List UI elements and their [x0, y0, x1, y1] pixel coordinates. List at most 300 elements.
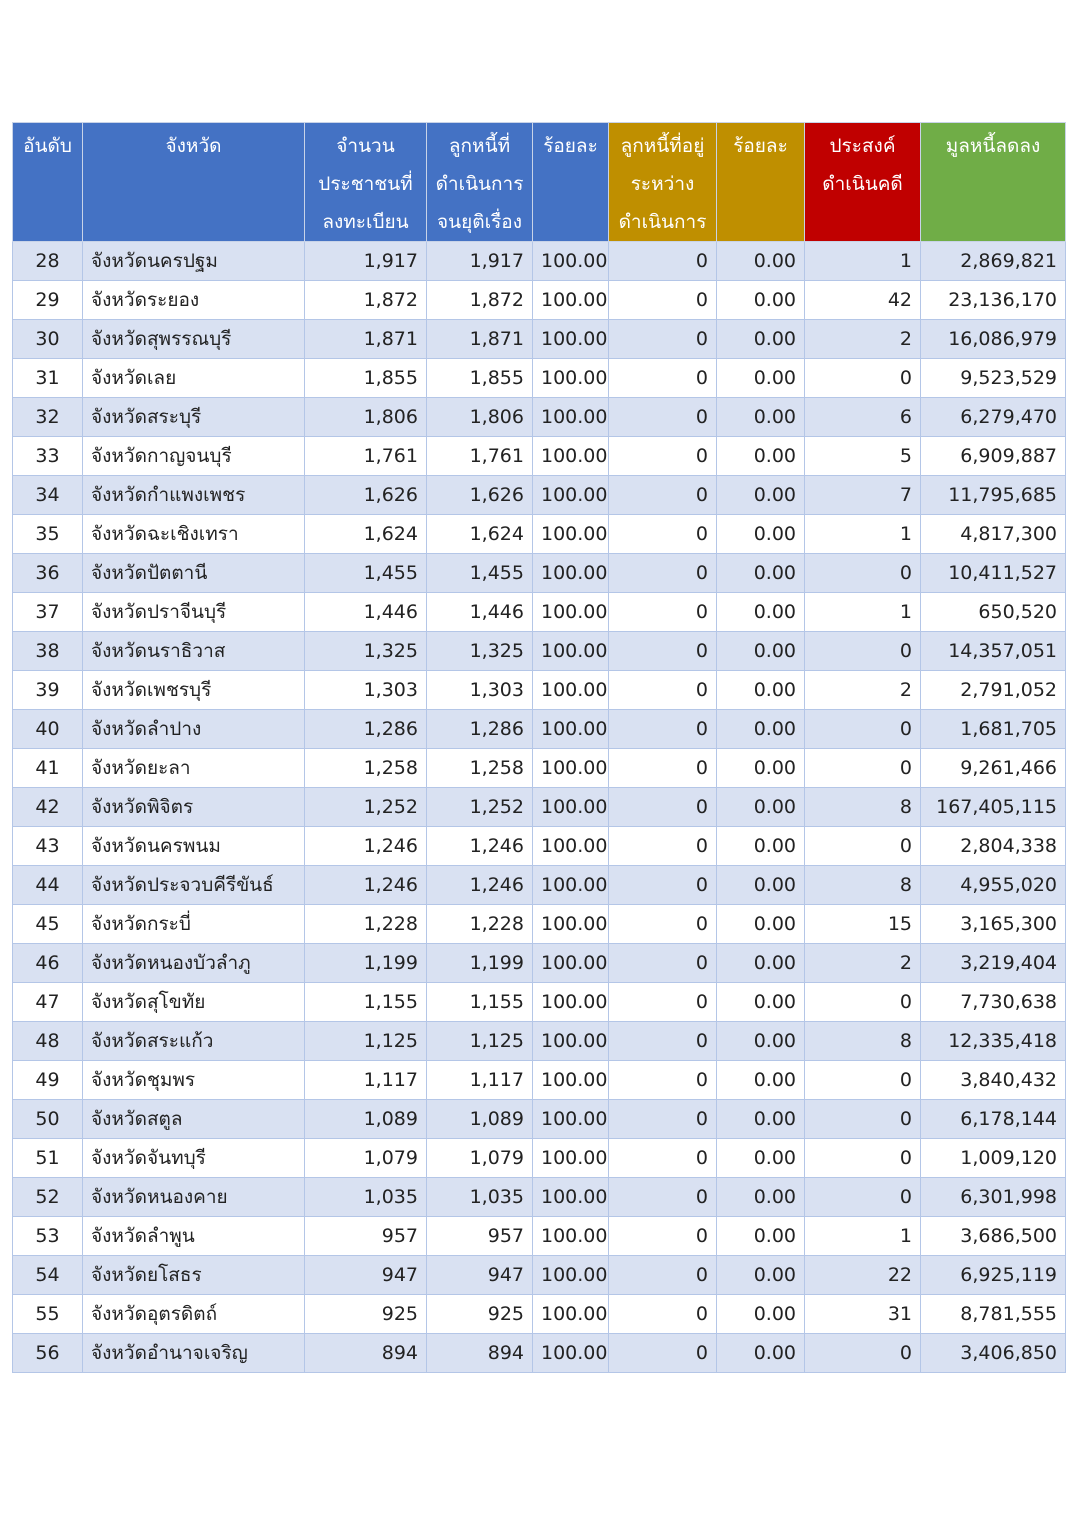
- cell-lawsuit: 1: [805, 515, 921, 554]
- cell-debt-reduced: 3,165,300: [921, 905, 1066, 944]
- cell-registered: 947: [305, 1256, 427, 1295]
- cell-resolved: 947: [427, 1256, 533, 1295]
- cell-resolved: 1,303: [427, 671, 533, 710]
- cell-pending-percent: 0.00: [717, 1100, 805, 1139]
- cell-registered: 1,035: [305, 1178, 427, 1217]
- header-line: ดำเนินคดี: [822, 173, 903, 195]
- cell-registered: 957: [305, 1217, 427, 1256]
- cell-rank: 35: [13, 515, 83, 554]
- cell-resolved: 1,872: [427, 281, 533, 320]
- header-line: จนยุติเรื่อง: [437, 211, 522, 233]
- cell-rank: 29: [13, 281, 83, 320]
- cell-lawsuit: 0: [805, 1061, 921, 1100]
- cell-pending-percent: 0.00: [717, 593, 805, 632]
- cell-province: จังหวัดระยอง: [83, 281, 305, 320]
- cell-resolved: 1,246: [427, 866, 533, 905]
- cell-province: จังหวัดสุโขทัย: [83, 983, 305, 1022]
- cell-resolved: 925: [427, 1295, 533, 1334]
- cell-resolved: 1,258: [427, 749, 533, 788]
- header-line: ร้อยละ: [543, 135, 598, 157]
- cell-debt-reduced: 2,791,052: [921, 671, 1066, 710]
- header-pending: [609, 123, 717, 242]
- cell-pending-percent: 0.00: [717, 437, 805, 476]
- cell-pending: 0: [609, 827, 717, 866]
- cell-registered: 1,455: [305, 554, 427, 593]
- header-line: ร้อยละ: [733, 135, 788, 157]
- cell-pending-percent: 0.00: [717, 1139, 805, 1178]
- cell-resolved: 1,871: [427, 320, 533, 359]
- cell-resolved: 1,855: [427, 359, 533, 398]
- cell-lawsuit: 2: [805, 320, 921, 359]
- cell-pending-percent: 0.00: [717, 1217, 805, 1256]
- cell-resolved: 894: [427, 1334, 533, 1373]
- cell-pending-percent: 0.00: [717, 866, 805, 905]
- cell-lawsuit: 15: [805, 905, 921, 944]
- cell-percent: 100.00: [533, 827, 609, 866]
- cell-registered: 1,089: [305, 1100, 427, 1139]
- cell-registered: 1,246: [305, 866, 427, 905]
- cell-debt-reduced: 12,335,418: [921, 1022, 1066, 1061]
- cell-debt-reduced: 6,925,119: [921, 1256, 1066, 1295]
- cell-rank: 36: [13, 554, 83, 593]
- cell-percent: 100.00: [533, 905, 609, 944]
- cell-province: จังหวัดชุมพร: [83, 1061, 305, 1100]
- cell-debt-reduced: 3,840,432: [921, 1061, 1066, 1100]
- cell-rank: 37: [13, 593, 83, 632]
- cell-pending: 0: [609, 983, 717, 1022]
- cell-registered: 925: [305, 1295, 427, 1334]
- cell-rank: 42: [13, 788, 83, 827]
- cell-rank: 32: [13, 398, 83, 437]
- cell-pending: 0: [609, 398, 717, 437]
- header-line: มูลหนี้ลดลง: [945, 135, 1041, 157]
- cell-resolved: 1,089: [427, 1100, 533, 1139]
- cell-lawsuit: 6: [805, 398, 921, 437]
- cell-pending: 0: [609, 242, 717, 281]
- cell-debt-reduced: 10,411,527: [921, 554, 1066, 593]
- cell-percent: 100.00: [533, 1334, 609, 1373]
- table-row: [13, 827, 1066, 866]
- cell-pending-percent: 0.00: [717, 1022, 805, 1061]
- cell-resolved: 1,035: [427, 1178, 533, 1217]
- table-row: [13, 359, 1066, 398]
- cell-resolved: 1,455: [427, 554, 533, 593]
- cell-registered: 1,286: [305, 710, 427, 749]
- table-row: [13, 788, 1066, 827]
- header-line: ดำเนินการ: [618, 211, 707, 233]
- cell-rank: 28: [13, 242, 83, 281]
- cell-debt-reduced: 6,909,887: [921, 437, 1066, 476]
- cell-lawsuit: 8: [805, 1022, 921, 1061]
- cell-debt-reduced: 4,817,300: [921, 515, 1066, 554]
- cell-pending: 0: [609, 554, 717, 593]
- cell-registered: 1,626: [305, 476, 427, 515]
- table-row: [13, 1295, 1066, 1334]
- cell-resolved: 1,117: [427, 1061, 533, 1100]
- cell-percent: 100.00: [533, 1217, 609, 1256]
- header-debt-reduced: [921, 123, 1066, 242]
- cell-province: จังหวัดนราธิวาส: [83, 632, 305, 671]
- cell-rank: 34: [13, 476, 83, 515]
- cell-province: จังหวัดนครปฐม: [83, 242, 305, 281]
- cell-rank: 40: [13, 710, 83, 749]
- cell-lawsuit: 42: [805, 281, 921, 320]
- cell-rank: 52: [13, 1178, 83, 1217]
- table-row: [13, 1061, 1066, 1100]
- cell-lawsuit: 7: [805, 476, 921, 515]
- cell-resolved: 1,125: [427, 1022, 533, 1061]
- cell-lawsuit: 2: [805, 671, 921, 710]
- header-line: ประชาชนที่: [318, 173, 413, 195]
- cell-pending-percent: 0.00: [717, 671, 805, 710]
- cell-pending-percent: 0.00: [717, 827, 805, 866]
- cell-lawsuit: 0: [805, 1334, 921, 1373]
- cell-registered: 1,855: [305, 359, 427, 398]
- table-row: [13, 1217, 1066, 1256]
- cell-rank: 47: [13, 983, 83, 1022]
- cell-debt-reduced: 9,523,529: [921, 359, 1066, 398]
- table-row: [13, 515, 1066, 554]
- cell-province: จังหวัดหนองคาย: [83, 1178, 305, 1217]
- table-row: [13, 1022, 1066, 1061]
- cell-pending-percent: 0.00: [717, 1256, 805, 1295]
- cell-registered: 1,806: [305, 398, 427, 437]
- table-row: [13, 1139, 1066, 1178]
- cell-registered: 1,303: [305, 671, 427, 710]
- table-row: [13, 554, 1066, 593]
- cell-pending: 0: [609, 632, 717, 671]
- cell-rank: 48: [13, 1022, 83, 1061]
- cell-lawsuit: 1: [805, 1217, 921, 1256]
- cell-pending: 0: [609, 1139, 717, 1178]
- cell-percent: 100.00: [533, 632, 609, 671]
- cell-debt-reduced: 11,795,685: [921, 476, 1066, 515]
- cell-pending: 0: [609, 1178, 717, 1217]
- cell-pending: 0: [609, 1334, 717, 1373]
- cell-registered: 1,252: [305, 788, 427, 827]
- header-line: ดำเนินการ: [435, 173, 524, 195]
- table-row: [13, 320, 1066, 359]
- cell-pending-percent: 0.00: [717, 359, 805, 398]
- cell-lawsuit: 8: [805, 788, 921, 827]
- cell-debt-reduced: 4,955,020: [921, 866, 1066, 905]
- cell-province: จังหวัดหนองบัวลำภู: [83, 944, 305, 983]
- cell-registered: 1,079: [305, 1139, 427, 1178]
- cell-pending: 0: [609, 281, 717, 320]
- table-row: [13, 437, 1066, 476]
- table-body: [13, 242, 1066, 1373]
- cell-registered: 1,761: [305, 437, 427, 476]
- cell-pending: 0: [609, 788, 717, 827]
- cell-rank: 50: [13, 1100, 83, 1139]
- cell-pending-percent: 0.00: [717, 320, 805, 359]
- cell-lawsuit: 0: [805, 359, 921, 398]
- cell-debt-reduced: 9,261,466: [921, 749, 1066, 788]
- cell-rank: 44: [13, 866, 83, 905]
- cell-percent: 100.00: [533, 788, 609, 827]
- cell-pending: 0: [609, 1295, 717, 1334]
- cell-debt-reduced: 6,178,144: [921, 1100, 1066, 1139]
- cell-pending: 0: [609, 593, 717, 632]
- cell-rank: 30: [13, 320, 83, 359]
- cell-pending-percent: 0.00: [717, 398, 805, 437]
- cell-province: จังหวัดยะลา: [83, 749, 305, 788]
- cell-pending-percent: 0.00: [717, 983, 805, 1022]
- cell-rank: 38: [13, 632, 83, 671]
- cell-province: จังหวัดอำนาจเจริญ: [83, 1334, 305, 1373]
- cell-lawsuit: 0: [805, 983, 921, 1022]
- cell-lawsuit: 0: [805, 749, 921, 788]
- header-line: ระหว่าง: [630, 173, 695, 195]
- table-row: [13, 1100, 1066, 1139]
- cell-registered: 1,917: [305, 242, 427, 281]
- table-row: [13, 593, 1066, 632]
- cell-province: จังหวัดสระแก้ว: [83, 1022, 305, 1061]
- cell-lawsuit: 1: [805, 242, 921, 281]
- cell-province: จังหวัดสุพรรณบุรี: [83, 320, 305, 359]
- cell-province: จังหวัดพิจิตร: [83, 788, 305, 827]
- cell-percent: 100.00: [533, 1061, 609, 1100]
- cell-registered: 894: [305, 1334, 427, 1373]
- cell-resolved: 1,325: [427, 632, 533, 671]
- table-row: [13, 632, 1066, 671]
- cell-province: จังหวัดปัตตานี: [83, 554, 305, 593]
- cell-rank: 54: [13, 1256, 83, 1295]
- header-lawsuit: [805, 123, 921, 242]
- cell-rank: 43: [13, 827, 83, 866]
- cell-percent: 100.00: [533, 866, 609, 905]
- cell-resolved: 1,806: [427, 398, 533, 437]
- cell-pending-percent: 0.00: [717, 905, 805, 944]
- province-debt-table: [12, 122, 1066, 1373]
- cell-registered: 1,246: [305, 827, 427, 866]
- cell-debt-reduced: 3,686,500: [921, 1217, 1066, 1256]
- cell-resolved: 1,626: [427, 476, 533, 515]
- cell-registered: 1,199: [305, 944, 427, 983]
- cell-province: จังหวัดกระบี่: [83, 905, 305, 944]
- cell-registered: 1,871: [305, 320, 427, 359]
- header-line: ลงทะเบียน: [322, 211, 409, 233]
- cell-province: จังหวัดประจวบคีรีขันธ์: [83, 866, 305, 905]
- cell-percent: 100.00: [533, 1178, 609, 1217]
- cell-percent: 100.00: [533, 398, 609, 437]
- cell-rank: 55: [13, 1295, 83, 1334]
- cell-debt-reduced: 7,730,638: [921, 983, 1066, 1022]
- header-line: จำนวน: [336, 135, 395, 157]
- cell-lawsuit: 5: [805, 437, 921, 476]
- cell-resolved: 1,446: [427, 593, 533, 632]
- cell-registered: 1,325: [305, 632, 427, 671]
- cell-percent: 100.00: [533, 671, 609, 710]
- cell-province: จังหวัดสตูล: [83, 1100, 305, 1139]
- cell-registered: 1,872: [305, 281, 427, 320]
- cell-lawsuit: 0: [805, 1100, 921, 1139]
- table-row: [13, 944, 1066, 983]
- header-line: อันดับ: [23, 135, 72, 157]
- cell-debt-reduced: 6,279,470: [921, 398, 1066, 437]
- cell-percent: 100.00: [533, 1295, 609, 1334]
- header-line: ลูกหนี้ที่: [448, 135, 511, 157]
- cell-lawsuit: 0: [805, 710, 921, 749]
- cell-registered: 1,446: [305, 593, 427, 632]
- cell-registered: 1,228: [305, 905, 427, 944]
- cell-pending: 0: [609, 866, 717, 905]
- table-row: [13, 983, 1066, 1022]
- header-pending-percent: [717, 123, 805, 242]
- cell-debt-reduced: 3,219,404: [921, 944, 1066, 983]
- cell-province: จังหวัดกาญจนบุรี: [83, 437, 305, 476]
- cell-debt-reduced: 650,520: [921, 593, 1066, 632]
- cell-debt-reduced: 1,009,120: [921, 1139, 1066, 1178]
- cell-lawsuit: 0: [805, 827, 921, 866]
- cell-pending: 0: [609, 1022, 717, 1061]
- cell-lawsuit: 0: [805, 632, 921, 671]
- cell-debt-reduced: 2,869,821: [921, 242, 1066, 281]
- cell-pending: 0: [609, 1217, 717, 1256]
- cell-province: จังหวัดลำพูน: [83, 1217, 305, 1256]
- cell-percent: 100.00: [533, 1139, 609, 1178]
- cell-pending: 0: [609, 437, 717, 476]
- cell-resolved: 1,252: [427, 788, 533, 827]
- cell-pending-percent: 0.00: [717, 242, 805, 281]
- cell-province: จังหวัดยโสธร: [83, 1256, 305, 1295]
- cell-rank: 49: [13, 1061, 83, 1100]
- header-percent: [533, 123, 609, 242]
- cell-province: จังหวัดนครพนม: [83, 827, 305, 866]
- cell-percent: 100.00: [533, 749, 609, 788]
- cell-registered: 1,258: [305, 749, 427, 788]
- cell-percent: 100.00: [533, 554, 609, 593]
- table-row: [13, 281, 1066, 320]
- cell-percent: 100.00: [533, 710, 609, 749]
- cell-debt-reduced: 23,136,170: [921, 281, 1066, 320]
- cell-resolved: 1,761: [427, 437, 533, 476]
- header-rank: [13, 123, 83, 242]
- cell-pending-percent: 0.00: [717, 1295, 805, 1334]
- header-row: [13, 123, 1066, 242]
- cell-resolved: 1,228: [427, 905, 533, 944]
- cell-resolved: 1,199: [427, 944, 533, 983]
- cell-percent: 100.00: [533, 476, 609, 515]
- cell-pending: 0: [609, 749, 717, 788]
- table-row: [13, 866, 1066, 905]
- cell-resolved: 1,917: [427, 242, 533, 281]
- cell-rank: 56: [13, 1334, 83, 1373]
- header-registered: [305, 123, 427, 242]
- header-line: ประสงค์: [829, 135, 896, 157]
- cell-debt-reduced: 3,406,850: [921, 1334, 1066, 1373]
- cell-rank: 39: [13, 671, 83, 710]
- cell-debt-reduced: 16,086,979: [921, 320, 1066, 359]
- cell-pending-percent: 0.00: [717, 632, 805, 671]
- cell-debt-reduced: 2,804,338: [921, 827, 1066, 866]
- cell-pending-percent: 0.00: [717, 710, 805, 749]
- cell-registered: 1,125: [305, 1022, 427, 1061]
- cell-percent: 100.00: [533, 515, 609, 554]
- cell-debt-reduced: 14,357,051: [921, 632, 1066, 671]
- cell-pending-percent: 0.00: [717, 1178, 805, 1217]
- cell-province: จังหวัดปราจีนบุรี: [83, 593, 305, 632]
- cell-pending: 0: [609, 1256, 717, 1295]
- cell-pending-percent: 0.00: [717, 281, 805, 320]
- cell-pending-percent: 0.00: [717, 944, 805, 983]
- cell-rank: 41: [13, 749, 83, 788]
- table-row: [13, 749, 1066, 788]
- cell-resolved: 1,246: [427, 827, 533, 866]
- cell-rank: 33: [13, 437, 83, 476]
- cell-debt-reduced: 8,781,555: [921, 1295, 1066, 1334]
- cell-lawsuit: 22: [805, 1256, 921, 1295]
- cell-percent: 100.00: [533, 944, 609, 983]
- header-line: จังหวัด: [165, 135, 222, 157]
- cell-percent: 100.00: [533, 359, 609, 398]
- table-row: [13, 710, 1066, 749]
- cell-province: จังหวัดอุตรดิตถ์: [83, 1295, 305, 1334]
- cell-province: จังหวัดเพชรบุรี: [83, 671, 305, 710]
- cell-province: จังหวัดกำแพงเพชร: [83, 476, 305, 515]
- cell-rank: 46: [13, 944, 83, 983]
- cell-percent: 100.00: [533, 1100, 609, 1139]
- cell-resolved: 1,624: [427, 515, 533, 554]
- cell-rank: 51: [13, 1139, 83, 1178]
- cell-percent: 100.00: [533, 593, 609, 632]
- cell-percent: 100.00: [533, 983, 609, 1022]
- cell-resolved: 1,286: [427, 710, 533, 749]
- cell-pending-percent: 0.00: [717, 1334, 805, 1373]
- cell-pending: 0: [609, 320, 717, 359]
- cell-pending: 0: [609, 1100, 717, 1139]
- cell-province: จังหวัดลำปาง: [83, 710, 305, 749]
- cell-registered: 1,624: [305, 515, 427, 554]
- table-row: [13, 242, 1066, 281]
- cell-percent: 100.00: [533, 1256, 609, 1295]
- cell-pending-percent: 0.00: [717, 1061, 805, 1100]
- cell-debt-reduced: 167,405,115: [921, 788, 1066, 827]
- header-line: ลูกหนี้ที่อยู่: [620, 135, 705, 157]
- cell-percent: 100.00: [533, 320, 609, 359]
- cell-rank: 45: [13, 905, 83, 944]
- header-resolved: [427, 123, 533, 242]
- cell-province: จังหวัดเลย: [83, 359, 305, 398]
- cell-percent: 100.00: [533, 242, 609, 281]
- table-row: [13, 1178, 1066, 1217]
- cell-pending: 0: [609, 944, 717, 983]
- cell-resolved: 1,079: [427, 1139, 533, 1178]
- table-row: [13, 1334, 1066, 1373]
- cell-pending: 0: [609, 671, 717, 710]
- cell-province: จังหวัดสระบุรี: [83, 398, 305, 437]
- cell-registered: 1,155: [305, 983, 427, 1022]
- cell-pending-percent: 0.00: [717, 749, 805, 788]
- table-row: [13, 1256, 1066, 1295]
- cell-pending-percent: 0.00: [717, 476, 805, 515]
- table-row: [13, 398, 1066, 437]
- cell-pending: 0: [609, 905, 717, 944]
- cell-pending: 0: [609, 476, 717, 515]
- cell-lawsuit: 31: [805, 1295, 921, 1334]
- cell-resolved: 957: [427, 1217, 533, 1256]
- cell-pending: 0: [609, 710, 717, 749]
- cell-registered: 1,117: [305, 1061, 427, 1100]
- cell-debt-reduced: 6,301,998: [921, 1178, 1066, 1217]
- cell-pending-percent: 0.00: [717, 554, 805, 593]
- cell-province: จังหวัดฉะเชิงเทรา: [83, 515, 305, 554]
- cell-resolved: 1,155: [427, 983, 533, 1022]
- cell-pending: 0: [609, 359, 717, 398]
- cell-lawsuit: 8: [805, 866, 921, 905]
- cell-pending-percent: 0.00: [717, 515, 805, 554]
- cell-lawsuit: 2: [805, 944, 921, 983]
